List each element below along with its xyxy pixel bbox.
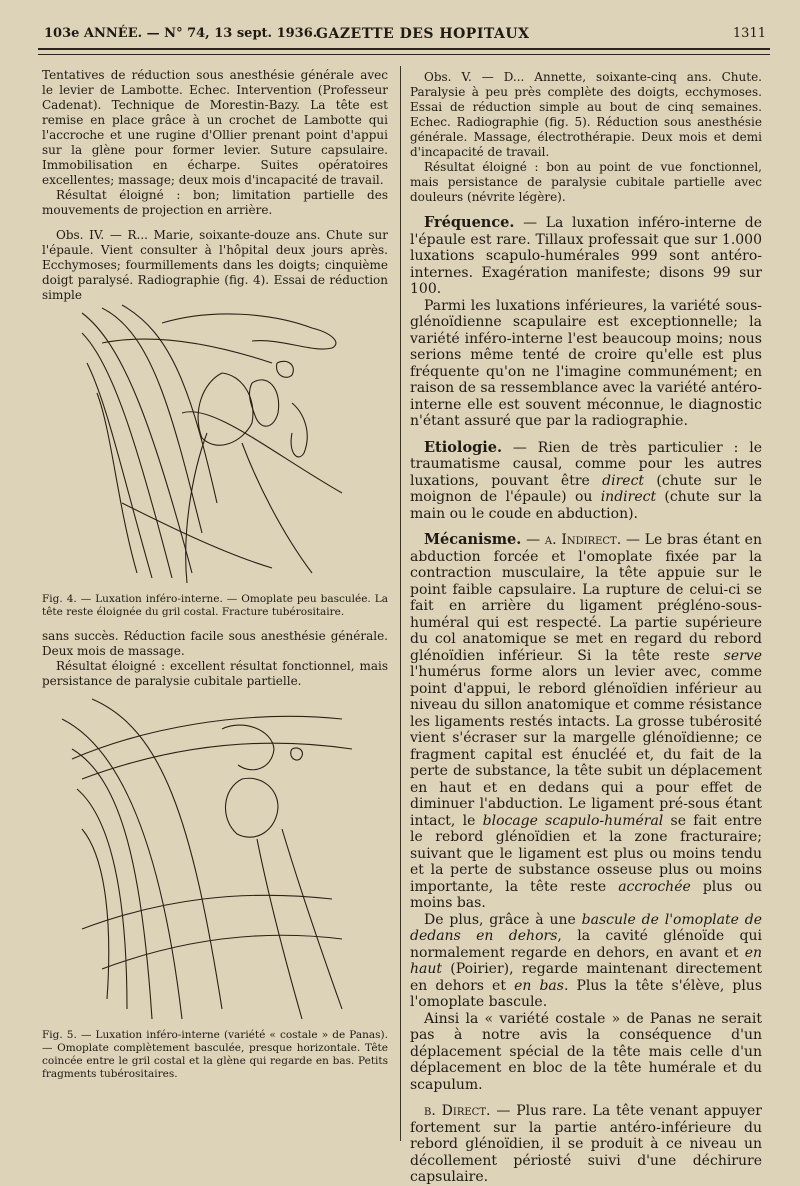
- journal-title: GAZETTE DES HOPITAUX: [316, 26, 530, 42]
- paragraph-frequence-2: Parmi les luxations inférieures, la variété sous-glénoïdienne scapulaire est exceptionnelle; la variété inféro-interne l'est beaucoup moins; nous serions même tenté de croire qu'elle est plus fréquente qu'on ne l'imagine communément; en raison de sa ressemblance avec la variété antéro-interne elle est souvent méconnue, le diagnostic n'étant assuré que par la radiographie.: [410, 297, 762, 429]
- page-number: 1311: [732, 26, 766, 41]
- observation-4: Obs. IV. — R... Marie, soixante-douze ans. Chute sur l'épaule. Vient consulter à l'hôpital deux jours après. Ecchymoses; fourmillements dans les doigts; cinquième doigt paralysé. Radiographie (fig. 4). Essai de réduction simple: [42, 228, 388, 302]
- heading-frequence: Fréquence.: [424, 214, 515, 231]
- observation-5-result: Résultat éloigné : bon au point de vue fonctionnel, mais persistance de paralysie cubitale partielle avec douleurs (névrite légère).: [410, 160, 762, 204]
- figure-4-caption: Fig. 4. — Luxation inféro-interne. — Omoplate peu basculée. La tête reste éloignée du gril costal. Fracture tubérositaire.: [42, 593, 388, 618]
- issue-info: 103e ANNÉE. — N° 74, 13 sept. 1936.: [44, 26, 318, 41]
- paragraph-result: Résultat éloigné : bon; limitation partielle des mouvements de projection en arrière.: [42, 188, 388, 217]
- page-header: [36, 22, 770, 48]
- section-mecanisme: Mécanisme. — a. Indirect. — Le bras étant en abduction forcée et l'omoplate fixée par la contraction musculaire, la tête appuie sur le point faible capsulaire. La rupture de celui-ci se fait en arrière du ligament prégléno-sous-huméral qui est respecté. La partie supérieure du col anatomique se met en regard du rebord glénoïdien inférieur. Si la tête reste serve l'humérus forme alors un levier avec, comme point d'appui, le rebord glénoïdien inférieur au niveau du sillon anatomique et comme résistance les ligaments restés intacts. La grosse tubérosité vient s'écraser sur la margelle glénoïdienne; ce fragment capital est énucléé et, du fait de la perte de substance, la tête subit un déplacement en haut et en dedans qui a pour effet de diminuer l'abduction. Le ligament pré-sous étant intact, le blocage scapulo-huméral se fait entre le rebord glénoïdien et la zone fracturaire; suivant que le ligament est plus ou moins tendu et la perte de substance osseuse plus ou moins importante, la tête reste accrochée plus ou moins bas.: [410, 531, 762, 911]
- paragraph-bascule: De plus, grâce à une bascule de l'omoplate de dedans en dehors, la cavité glénoïde qui normalement regarde en dehors, en avant et en haut (Poirier), regarde maintenant directement en dehors et en bas. Plus la tête s'élève, plus l'omoplate bascule.: [410, 911, 763, 1010]
- subheading-indirect: — a. Indirect.: [521, 532, 622, 548]
- paragraph-treatment: Tentatives de réduction sous anesthésie générale avec le levier de Lambotte. Echec. Intervention (Professeur Cadenat). Technique de Morestin-Bazy. La tête est remise en place grâce à un crochet de Lambotte qui l'accroche et une rugine d'Ollier prenant point d'appui sur la glène pour former levier. Suture capsulaire. Immobilisation en écharpe. Suites opératoires excellentes; massage; deux mois d'incapacité de travail.: [42, 68, 388, 187]
- section-etiologie: Etiologie. — Rien de très particulier : le traumatisme causal, comme pour les autres luxations, pouvant être direct (chute sur le moignon de l'épaule) ou indirect (chute sur la main ou le coude en abduction).: [410, 438, 762, 522]
- right-column: [410, 70, 762, 1186]
- figure-4-radiograph-drawing: [42, 303, 388, 593]
- column-divider: [400, 66, 401, 1141]
- header-rule-thin: [38, 54, 770, 55]
- left-column: [42, 68, 388, 1081]
- heading-mecanisme: Mécanisme.: [424, 531, 522, 548]
- figure-5-radiograph-drawing: [42, 689, 388, 1029]
- paragraph-reduction: sans succès. Réduction facile sous anesthésie générale. Deux mois de massage.: [42, 629, 388, 658]
- section-frequence: Fréquence. — La luxation inféro-interne de l'épaule est rare. Tillaux professait que sur 1.000 luxations scapulo-humérales 999 sont antéro-internes. Exagération manifeste; disons 99 sur 100.: [410, 214, 762, 297]
- observation-5: Obs. V. — D... Annette, soixante-cinq ans. Chute. Paralysie à peu près complète des doigts, ecchymoses. Essai de réduction simple au bout de cinq semaines. Echec. Radiographie (fig. 5). Réduction sous anesthésie générale. Massage, électrothérapie. Deux mois et demi d'incapacité de travail.: [410, 70, 762, 159]
- header-rule-thick: [38, 48, 770, 50]
- heading-etiologie: Etiologie.: [424, 438, 503, 456]
- paragraph-result-4: Résultat éloigné : excellent résultat fonctionnel, mais persistance de paralysie cubitale partielle.: [42, 659, 388, 688]
- section-direct: b. Direct. — Plus rare. La tête venant appuyer fortement sur la partie antéro-inférieure du rebord glénoïdien, il se produit à ce niveau un décollement périosté suivi d'une déchirure capsulaire.: [410, 1103, 762, 1185]
- paragraph-variete-costale: Ainsi la « variété costale » de Panas ne serait pas à notre avis la conséquence d'un déplacement spécial de la tête mais celle d'un déplacement en bloc de la tête humérale et du scapulum.: [410, 1010, 762, 1093]
- subheading-direct: b. Direct.: [424, 1103, 491, 1119]
- figure-5-caption: Fig. 5. — Luxation inféro-interne (variété « costale » de Panas). — Omoplate complètement basculée, presque horizontale. Tête coincée entre le gril costal et la glène qui regarde en bas. Petits fragments tubérositaires.: [42, 1029, 388, 1080]
